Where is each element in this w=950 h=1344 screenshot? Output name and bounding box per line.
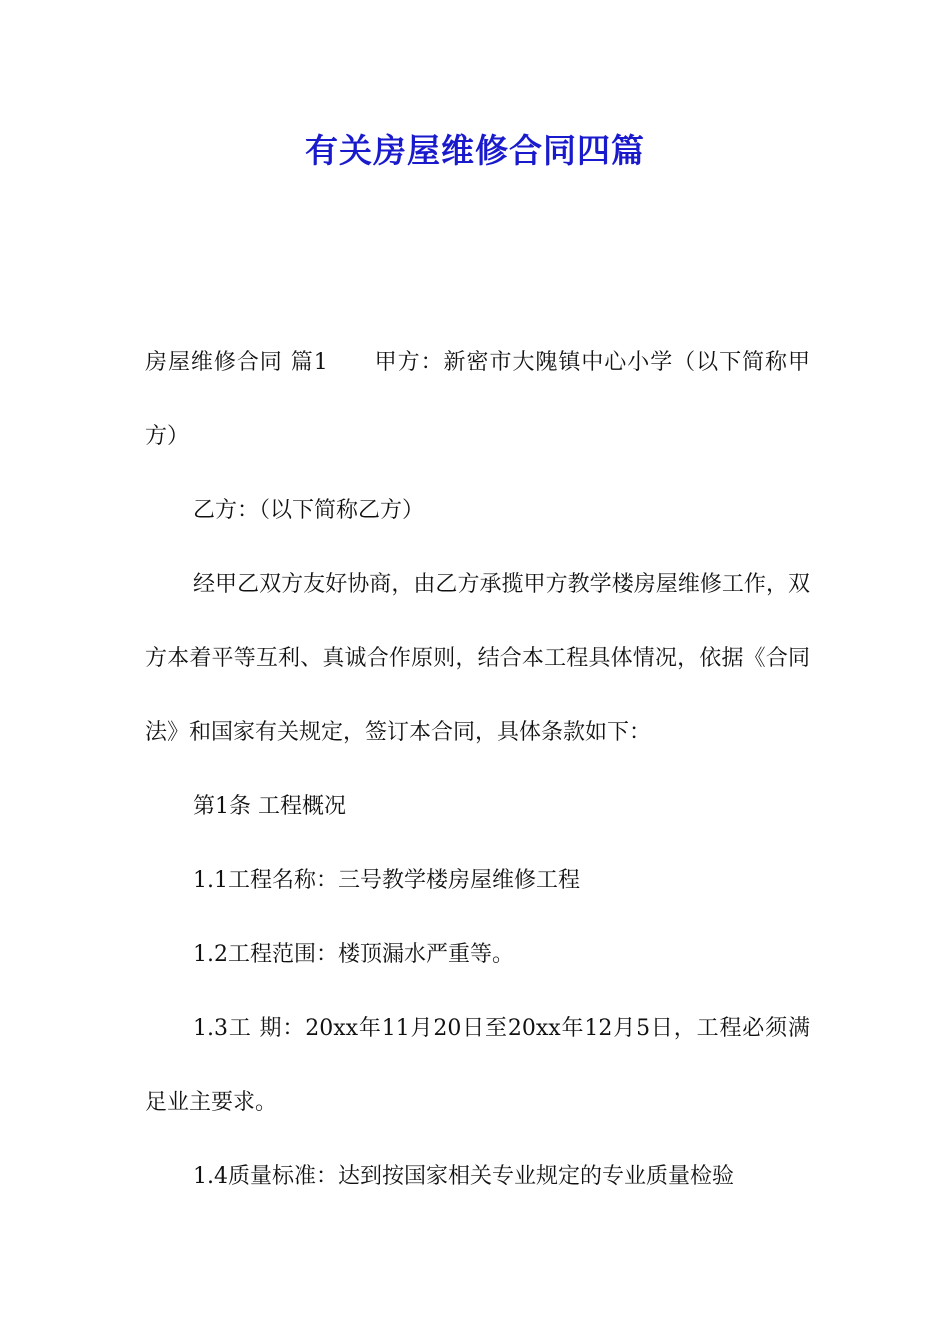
document-body	[145, 326, 810, 1214]
contract-heading-label: 房屋维修合同 篇1	[145, 350, 328, 375]
paragraph-heading	[145, 326, 810, 474]
party-a-intro: 甲方：新密市大隗镇中心小学（以下简称甲方）	[145, 350, 810, 449]
paragraph-article-1-title: 第1条 工程概况	[193, 794, 346, 819]
paragraph-clause-1-4: 1.4质量标准：达到按国家相关专业规定的专业质量检验	[193, 1164, 734, 1189]
paragraph-clause-1-3: 1.3工 期：20xx年11月20日至20xx年12月5日，工程必须满足业主要求。	[145, 1016, 810, 1115]
paragraph-preamble: 经甲乙双方友好协商，由乙方承揽甲方教学楼房屋维修工作，双方本着平等互利、真诚合作原则，结合本工程具体情况，依据《合同法》和国家有关规定，签订本合同，具体条款如下：	[145, 572, 810, 745]
document-title: 有关房屋维修合同四篇	[305, 131, 645, 170]
paragraph-clause-1-1: 1.1工程名称：三号教学楼房屋维修工程	[193, 868, 580, 893]
paragraph-clause-1-2: 1.2工程范围：楼顶漏水严重等。	[193, 942, 514, 967]
paragraph-party-b: 乙方：（以下简称乙方）	[193, 498, 425, 523]
